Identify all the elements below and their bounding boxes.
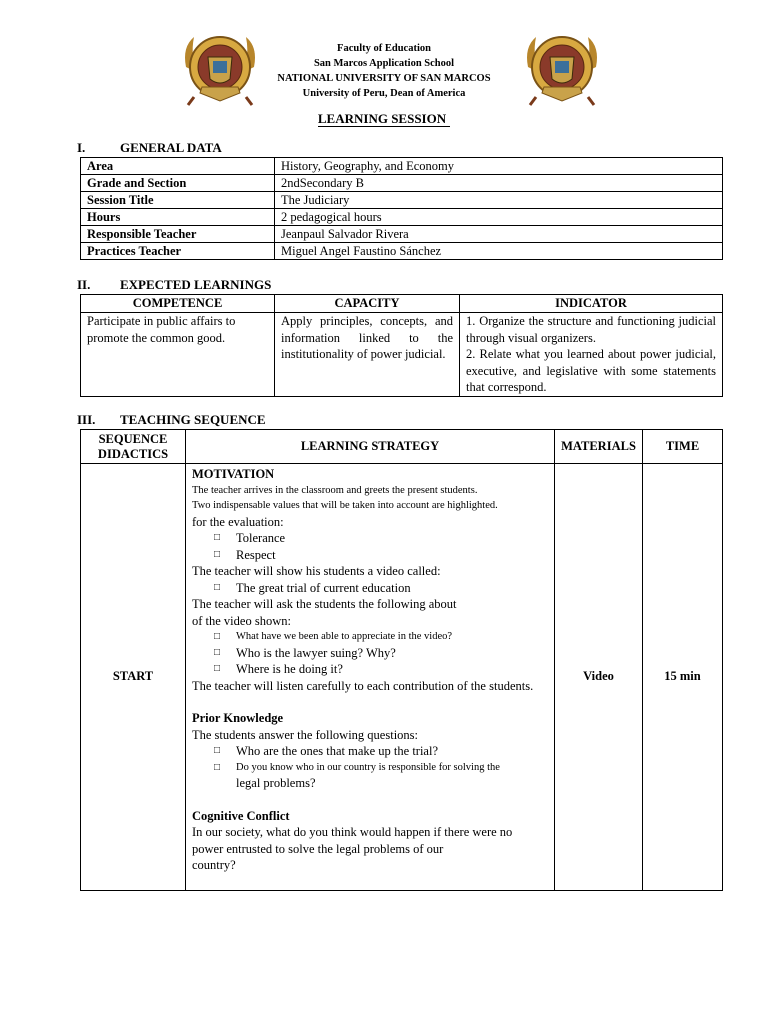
- institution-header: [0, 41, 768, 101]
- strategy-text: The teacher will ask the students the following about: [192, 597, 457, 611]
- time-cell: 15 min: [643, 464, 723, 891]
- competence-cell: Participate in public affairs to promote the common good.: [81, 313, 275, 397]
- table-row: [81, 209, 723, 226]
- strategy-text: The teacher will show his students a video called:: [192, 564, 441, 578]
- strategy-text: The teacher will listen carefully to each contribution of the students.: [192, 678, 534, 693]
- list-item: □ Tolerance: [192, 530, 548, 547]
- header-sequence-didactics: SEQUENCE DIDACTICS: [81, 430, 186, 464]
- header-university: NATIONAL UNIVERSITY OF SAN MARCOS: [277, 73, 491, 84]
- general-key: Responsible Teacher: [81, 226, 275, 243]
- general-key: Area: [81, 158, 275, 175]
- header-faculty: Faculty of Education: [337, 43, 431, 54]
- section-general-heading: I. GENERAL DATA: [77, 140, 222, 155]
- section-expected-heading: II. EXPECTED LEARNINGS: [77, 277, 272, 292]
- header-learning-strategy: LEARNING STRATEGY: [186, 430, 555, 464]
- table-row: [81, 313, 723, 397]
- table-row: [81, 175, 723, 192]
- strategy-text: of the video shown:: [192, 613, 291, 628]
- indicator-1: 1. Organize the structure and functioning judicial through visual organizers.: [466, 314, 716, 345]
- table-row: [81, 192, 723, 209]
- table-row: [81, 243, 723, 260]
- table-header-row: [81, 295, 723, 313]
- page-title: LEARNING SESSION: [0, 111, 768, 127]
- header-indicator: INDICATOR: [460, 295, 723, 313]
- strategy-text: The students answer the following questions:: [192, 727, 419, 742]
- header-school: San Marcos Application School: [313, 58, 455, 69]
- header-capacity: CAPACITY: [275, 295, 460, 313]
- table-row: [81, 158, 723, 175]
- table-row: [81, 464, 723, 891]
- header-competence: COMPETENCE: [81, 295, 275, 313]
- list-item: □ Do you know who in our country is responsible for solving the: [192, 760, 548, 776]
- list-item: □ The great trial of current education: [192, 580, 548, 597]
- general-value: Miguel Angel Faustino Sánchez: [275, 243, 723, 260]
- strategy-text: power entrusted to solve the legal problems of our: [192, 841, 444, 856]
- indicator-2: 2. Relate what you learned about power judicial, executive, and legislative with some statements that correspond.: [466, 347, 716, 394]
- list-item: □ What have we been able to appreciate in the video?: [192, 629, 548, 645]
- teaching-sequence-table: [80, 429, 723, 891]
- expected-learnings-table: [80, 294, 723, 397]
- section-teaching-heading: III. TEACHING SEQUENCE: [77, 412, 266, 427]
- general-value: Jeanpaul Salvador Rivera: [275, 226, 723, 243]
- general-key: Session Title: [81, 192, 275, 209]
- cognitive-conflict-title: Cognitive Conflict: [192, 808, 290, 823]
- general-data-table: [80, 157, 723, 260]
- capacity-cell: Apply principles, concepts, and information linked to the institutionality of power judicial.: [275, 313, 460, 397]
- indicator-cell: [460, 313, 723, 397]
- strategy-cell: [186, 464, 555, 891]
- table-header-row: [81, 430, 723, 464]
- general-value: 2 pedagogical hours: [275, 209, 723, 226]
- prior-knowledge-title: Prior Knowledge: [192, 711, 284, 725]
- table-row: [81, 226, 723, 243]
- general-value: 2ndSecondary B: [275, 175, 723, 192]
- list-item: □ Where is he doing it?: [192, 661, 548, 678]
- header-materials: MATERIALS: [555, 430, 643, 464]
- header-motto: University of Peru, Dean of America: [302, 88, 466, 99]
- general-key: Hours: [81, 209, 275, 226]
- strategy-text: for the evaluation:: [192, 514, 284, 529]
- list-item: □ Who are the ones that make up the trial?: [192, 743, 548, 760]
- list-item: □ Respect: [192, 547, 548, 564]
- strategy-text: In our society, what do you think would happen if there were no: [192, 825, 513, 839]
- list-item: □ Who is the lawyer suing? Why?: [192, 645, 548, 662]
- header-time: TIME: [643, 430, 723, 464]
- stage-cell: START: [81, 464, 186, 891]
- motivation-title: MOTIVATION: [192, 467, 275, 481]
- general-key: Practices Teacher: [81, 243, 275, 260]
- strategy-text: Two indispensable values that will be taken into account are highlighted.: [192, 500, 498, 511]
- general-key: Grade and Section: [81, 175, 275, 192]
- strategy-text: country?: [192, 858, 236, 872]
- materials-cell: Video: [555, 464, 643, 891]
- general-value: The Judiciary: [275, 192, 723, 209]
- strategy-text: legal problems?: [236, 776, 316, 790]
- strategy-text: The teacher arrives in the classroom and greets the present students.: [192, 484, 478, 496]
- general-value: History, Geography, and Economy: [275, 158, 723, 175]
